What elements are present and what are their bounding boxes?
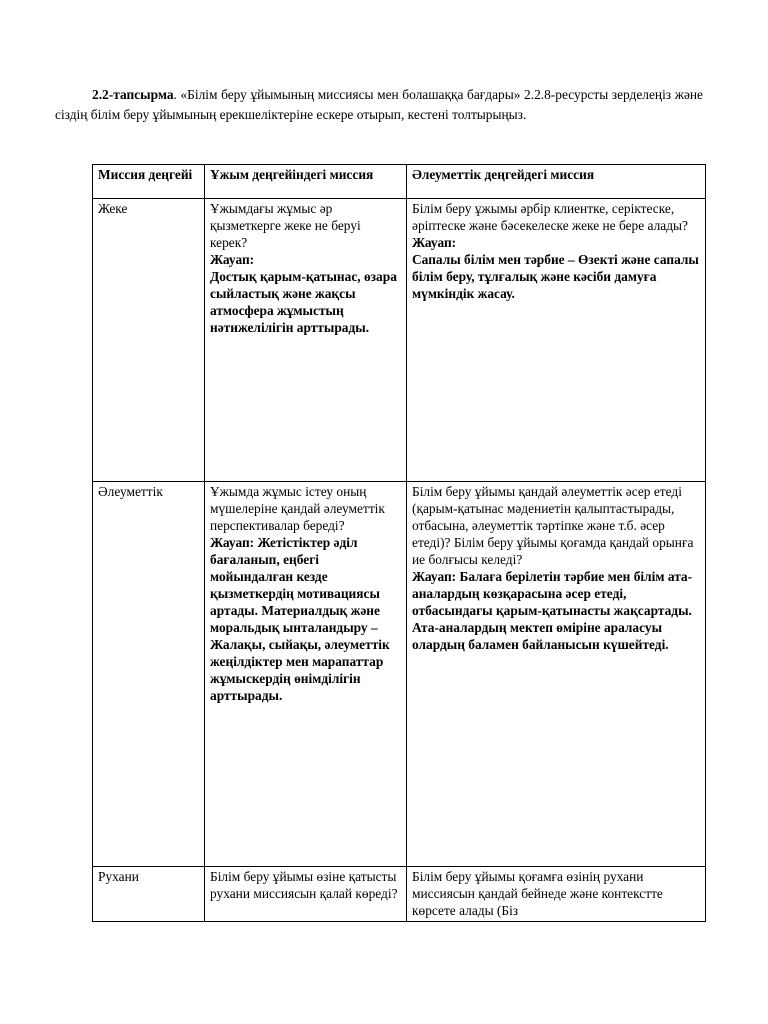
cell-level-spiritual: Рухани bbox=[93, 867, 205, 922]
question-text: Білім беру ұжымы әрбір клиентке, серіктеске, әріптеске және бәсекелеске жеке не бере алады? bbox=[412, 201, 688, 233]
answer-text-2: Ата-аналардың мектеп өміріне араласуы олардың баламен байланысын күшейтеді. bbox=[412, 620, 669, 652]
question-text: Білім беру ұйымы қоғамға өзінің рухани миссиясын қандай бейнеде және контекстте көрсете алады (Біз bbox=[412, 869, 663, 918]
table-header-row bbox=[93, 165, 706, 199]
header-mission-level: Миссия деңгейі bbox=[93, 165, 205, 199]
header-social-mission: Әлеуметтік деңгейдегі миссия bbox=[407, 165, 706, 199]
cell-social-social bbox=[407, 482, 706, 867]
answer-text: Сапалы білім мен тәрбие – Өзекті және сапалы білім беру, тұлғалық және кәсіби дамуға мүмкіндік жасау. bbox=[412, 252, 699, 301]
task-number: 2.2-тапсырма bbox=[92, 87, 174, 102]
answer-label: Жауап: bbox=[412, 235, 457, 250]
question-text: Ұжымда жұмыс істеу оның мүшелеріне қандай әлеуметтік перспективалар береді? bbox=[210, 484, 385, 533]
answer-text: Достық қарым-қатынас, өзара сыйластық және жақсы атмосфера жұмыстың нәтижелілігін арттырады. bbox=[210, 269, 397, 335]
task-text: . «Білім беру ұйымының миссиясы мен болашаққа бағдары» 2.2.8-ресурсты зерделеңіз және сіздің білім беру ұйымының ерекшеліктеріне ескере отырып, кестені толтырыңыз. bbox=[55, 87, 703, 122]
answer-text: Жауап: Балаға берілетін тәрбие мен білім ата-аналардың көзқарасына әсер етеді, отбасындағы қарым-қатынасты жақсартады. bbox=[412, 569, 693, 618]
cell-level-personal: Жеке bbox=[93, 199, 205, 482]
answer-label: Жауап: bbox=[210, 252, 255, 267]
answer-text: Жауап: Жетістіктер әділ бағаланып, еңбегі мойындалған кезде қызметкердің мотивациясы артады. Материалдық және моральдық ынталандыру – Жалақы, сыйақы, әлеуметтік жеңілдіктер мен марапаттар жұмыскердің өнімділігін арттырады. bbox=[210, 535, 390, 703]
cell-collective-social bbox=[205, 482, 407, 867]
task-paragraph bbox=[55, 85, 703, 125]
cell-collective-personal bbox=[205, 199, 407, 482]
cell-level-social: Әлеуметтік bbox=[93, 482, 205, 867]
cell-collective-spiritual bbox=[205, 867, 407, 922]
mission-table bbox=[92, 164, 706, 922]
question-text: Білім беру ұйымы өзіне қатысты рухани миссиясын қалай көреді? bbox=[210, 869, 398, 901]
cell-social-personal bbox=[407, 199, 706, 482]
table-row-personal bbox=[93, 199, 706, 482]
task-instructions bbox=[55, 85, 703, 125]
question-text: Ұжымдағы жұмыс әр қызметкерге жеке не беруі керек? bbox=[210, 201, 361, 250]
header-collective-mission: Ұжым деңгейіндегі миссия bbox=[205, 165, 407, 199]
table-row-social bbox=[93, 482, 706, 867]
table-row-spiritual bbox=[93, 867, 706, 922]
cell-social-spiritual bbox=[407, 867, 706, 922]
question-text: Білім беру ұйымы қандай әлеуметтік әсер етеді (қарым-қатынас мәдениетін қалыптастырады, отбасына, әлеуметтік тәртіпке және т.б. әсер етеді)? Білім беру ұйымы қоғамда қандай орынға ие болғысы келеді? bbox=[412, 484, 694, 567]
